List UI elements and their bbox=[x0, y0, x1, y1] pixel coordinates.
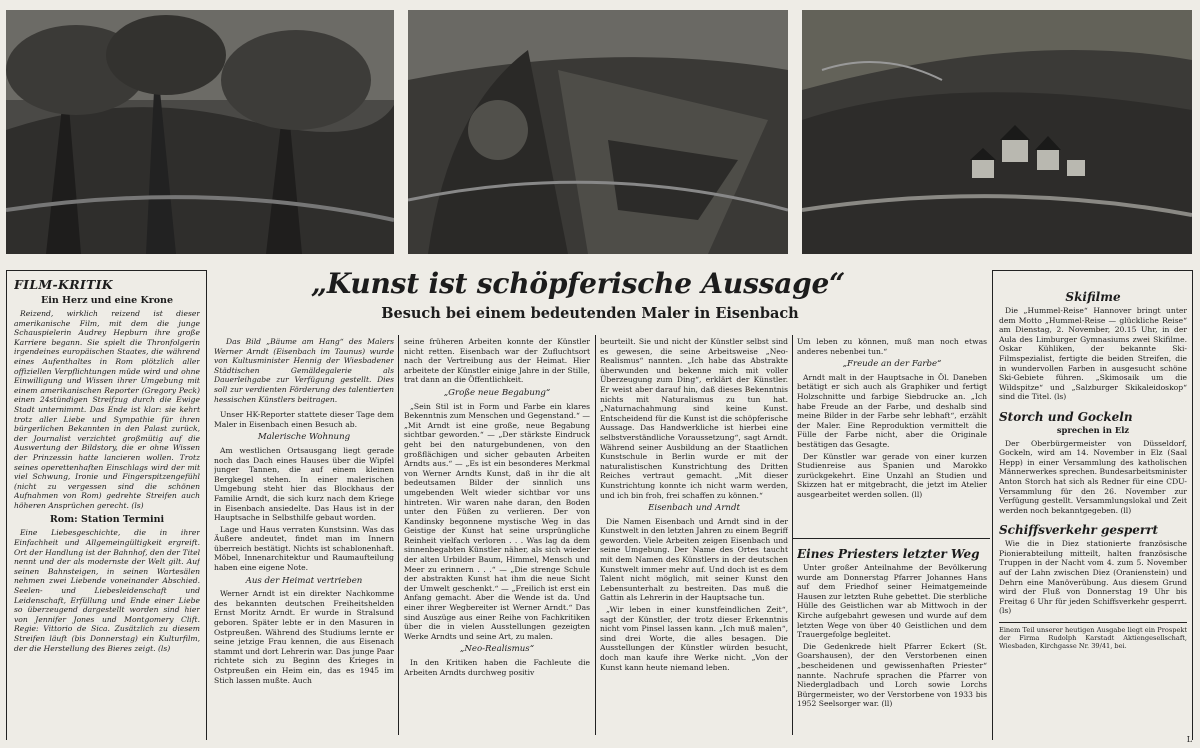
paragraph: Die Gedenkrede hielt Pfarrer Eckert (St. Goarshausen), der den Verstorbenen einen „bescheidenen und gewissenhaften Priester“ nannte. Nachrufe sprachen die Pfarrer von Niedergladbach und Lorch sowie Lorchs Bürgermeister, wo der Verstorbene von 1933 bis 1952 Seelsorger war. (ll) bbox=[797, 641, 987, 709]
painting-trees-on-slope bbox=[6, 10, 394, 254]
storch-gockeln-subheading: sprechen in Elz bbox=[1056, 424, 1130, 435]
paragraph: „Sein Stil ist in Form und Farbe ein klares Bekenntnis zum Menschen und Gegenstand.“ — „Mit Arndt ist eine große, neue Begabung sichtbar geworden.“ — „Der stärkste Eindruck geht bei den naturgebundenen, von den großflächigen und sicher gebauten Arbeiten Arndts aus.“ — „Es ist ein besonderes Merkmal von Werner Arndts Kunst, daß in ihr die alt bedeutsamen Bilder der sinnlich uns umgebenden Welt wieder sichtbar vor uns hintreten. Wir waren nahe daran, den Boden unter den Füßen zu verlieren. Der von Kandinsky begonnene mystische Weg in das Geistige der Kunst hat seine ursprüngliche Reinheit vielfach verloren . . . Was lag da dem sinnenbegabten Künstler näher, als sich wieder der alten Urbilder Baum, Himmel, Mensch und Meer zu erinnern . . .“ — „Die strenge Schule der abstrakten Kunst hat ihm die neue Sicht der Umwelt geschenkt.“ — „Freilich ist erst ein Anfang gemacht. Aber die Wende ist da. Und einer ihrer Wegbereiter ist Werner Arndt.“ Das sind Auszüge aus einer Reihe von Fachkritiken über die in vielen Ausstellungen gezeigten Werke Arndts und seine Art, zu malen. bbox=[404, 401, 590, 641]
section-subheading: „Freude an der Farbe“ bbox=[842, 359, 942, 370]
column-divider bbox=[398, 335, 399, 735]
priest-article bbox=[797, 543, 987, 740]
paragraph: Unter großer Anteilnahme der Bevölkerung wurde am Donnerstag Pfarrer Johannes Hans auf dem Friedhof seiner Heimatgemeinde Hausen zur letzten Ruhe gebettet. Die sterbliche Hülle des Geistlichen war ab Mittwoch in der Kirche aufgebahrt gewesen und wurde auf dem letzten Wege von über 40 Geistlichen und dem Trauergefolge begleitet. bbox=[797, 563, 987, 640]
paragraph: beurteilt. Sie und nicht der Künstler selbst sind es gewesen, die seine Arbeitsweise „Neo-Realismus“ nannten. „Ich habe das Abstrakte überwunden und bekenne mich mit voller Überzeugung zum Ding“, erklärt der Künstler. Er weist aber darauf hin, daß dieses Bekenntnis nichts mit Naturalismus zu tun hat. „Naturnachahmung sind keine Kunst. Entscheidend für die Kunst ist die schöpferische Aussage. Das Handwerkliche ist hierbei eine selbstverständliche Voraussetzung“, sagt Arndt. Während seiner Ausbildung an der Staatlichen Kunstschule in Berlin wurde er mit der naturalistischen Kunstrichtung des Dritten Reiches vertraut gemacht. „Mit dieser Kunstrichtung konnte ich nicht warm werden, und ich bin froh, frei schaffen zu können.“ bbox=[600, 337, 788, 500]
right-box-right-border bbox=[1192, 270, 1193, 740]
paragraph: Der Künstler war gerade von einer kurzen Studienreise aus Spanien und Marokko zurückgekehrt. Eine Unzahl an Studien und Skizzen hat er mitgebracht, die jetzt im Atelier ausgearbeitet werden sollen. (ll) bbox=[797, 451, 987, 499]
paragraph: In den Kritiken haben die Fachleute die Arbeiten Arndts durchweg positiv bbox=[404, 658, 590, 677]
film-review-title: Rom: Station Termini bbox=[49, 514, 165, 526]
section-subheading: Eisenbach und Arndt bbox=[648, 503, 740, 514]
article-subheadline: Besuch bei einem bedeutenden Maler in Eisenbach bbox=[381, 305, 799, 322]
film-review-text: Eine Liebesgeschichte, die in ihrer Einfachheit und Allgemeingültigkeit ergreift. Ort der Handlung ist der Bahnhof, den der Titel nennt und der als modernste der Welt gilt. Auf seinen Bahnsteigen, in seinen Wartesälen nehmen zwei Liebende voneinander Abschied. Seelen- und Liebesleidenschaft und Leidenschaft, Erfüllung und Ende einer Liebe so überzeugend dargestellt worden sind hier von Jennifer Jones und Montgomery Clift. Regie: Vittorio de Sica. Zusätzlich zu diesem Streifen läuft (bis Donnerstag) ein Kulturfilm, der die Herstellung des Bieres zeigt. (ls) bbox=[14, 528, 200, 653]
left-box-right-border bbox=[206, 270, 207, 740]
painting-coastal-scene bbox=[408, 10, 788, 254]
insert-notice-box bbox=[999, 622, 1187, 650]
local-news-column bbox=[999, 286, 1187, 740]
paragraph: Unser HK-Reporter stattete dieser Tage dem Maler in Eisenbach einen Besuch ab. bbox=[214, 410, 394, 429]
article-column bbox=[404, 337, 590, 740]
page-corner-mark: L bbox=[1186, 735, 1192, 744]
section-subheading: „Große neue Begabung“ bbox=[443, 387, 551, 398]
paragraph: „Wir leben in einer kunstfeindlichen Zeit“, sagt der Künstler, der trotz dieser Erkenntnis nicht vom Pinsel lassen kann. „Ich muß malen“, sind drei Worte, die alles besagen. Die Ausstellungen der Künstler würden besucht, doch man kaufe ihre Werke nicht. „Von der Kunst kann heute niemand leben. bbox=[600, 605, 788, 672]
right-box-top-border bbox=[992, 270, 1192, 271]
article-column bbox=[797, 337, 987, 535]
article-column bbox=[214, 337, 394, 740]
film-review-text: Reizend, wirklich reizend ist dieser amerikanische Film, mit dem die junge Schauspielerin Audrey Hepburn ihre große Karriere begann. Sie spielt die Thronfolgerin irgendeines europäischen Staates, die während eines Aufenthaltes in Rom plötzlich aller offiziellen Verpflichtungen müde wird und ohne Einwilligung und Wissen ihrer Umgebung mit einem amerikanischen Reporter (Gregory Peck) einen 24stündigen Streifzug durch die Ewige Stadt unternimmt. Das Ende ist klar: sie kehrt trotz aller Liebe und Sympathie für ihren bürgerlichen Bekannten in den Palast zurück, der Journalist verzichtet großmütig auf die Auswertung der Bildstory, die er ohne Wissen der Prinzessin hatte lancieren wollen. Trotz seines operettenhaften Einschlags wird der mit viel Schwung, Ironie und Fingerspitzengefühl (nicht zu vergessen sind die schönen Aufnahmen von Rom) gedrehte Streifen auch höheren Ansprüchen gerecht. (ls) bbox=[14, 309, 200, 510]
paragraph: seine früheren Arbeiten konnte der Künstler nicht retten. Eisenbach war der Zufluchtsort nach der Vertreibung aus der Heimat. Hier arbeitete der Künstler einige Jahre in der Stille, trat dann an die Öffentlichkeit. bbox=[404, 337, 590, 385]
paragraph: Die „Hummel-Reise“ Hannover bringt unter dem Motto „Hummel-Reise — glückliche Reise“ am Dienstag, 2. November, 20.15 Uhr, in der Aula des Limburger Gymnasiums zwei Skifilme. Oskar Kühliken, der bekannte Ski-Filmspezialist, fertigte die beiden Streifen, die in wundervollen Farben in ausgesucht schöne Ski-Gebiete führen. „Skimosaik um die Wildspitze“ und „Salzburger Skikaleidoskop“ sind die Titel. (ls) bbox=[999, 306, 1187, 402]
priest-section-divider bbox=[792, 538, 990, 539]
film-critique-heading: FILM-KRITIK bbox=[14, 278, 113, 292]
storch-gockeln-heading: Storch und Gockeln bbox=[999, 409, 1133, 424]
section-subheading: „Neo-Realismus“ bbox=[459, 644, 535, 655]
film-review-title: Ein Herz und eine Krone bbox=[40, 295, 174, 306]
ski-films-heading: Skifilme bbox=[1065, 290, 1121, 304]
film-critique-column bbox=[14, 278, 200, 740]
article-column bbox=[600, 337, 788, 740]
paragraph: Der Oberbürgermeister von Düsseldorf, Gockeln, wird am 14. November in Elz (Saal Hepp) in einer Versammlung des katholischen Männerwerkes sprechen. Bundesarbeitsminister Anton Storch hat sich als Redner für eine CDU-Versammlung für den 26. November zur Verfügung gestellt. Versammlungslokal und Zeit werden noch bekanntgegeben. (ll) bbox=[999, 438, 1187, 515]
right-box-left-border bbox=[992, 270, 993, 740]
left-box-border bbox=[6, 270, 7, 740]
insert-notice: Einem Teil unserer heutigen Ausgabe liegt ein Prospekt der Firma Rudolph Karstadt Aktiengesellschaft, Wiesbaden, Kirchgasse Nr. 39/41, bei. bbox=[999, 626, 1187, 651]
paragraph: Lage und Haus verraten Kunstsinn. Was das Äußere andeutet, findet man im Innern überreich bestätigt. Nichts ist schablonenhaft. Möbel, Innenarchitektur und Raumaufteilung haben eine eigene Note. bbox=[214, 524, 394, 573]
column-divider bbox=[792, 335, 793, 735]
column-divider bbox=[595, 335, 596, 735]
paragraph: Werner Arndt ist ein direkter Nachkomme des bekannten deutschen Freiheitshelden Ernst Moritz Arndt. Er wurde in Stralsund geboren. Später lebte er in den Masuren in Ostpreußen. Während des Studiums lernte er seine jetzige Frau kennen, die aus Eisenach stammt und dort Lehrerin war. Das junge Paar richtete sich zu Beginn des Krieges in Ostpreußen ein Heim ein, das es 1945 im Stich lassen mußte. Auch bbox=[214, 589, 394, 685]
priest-article-heading: Eines Priesters letzter Weg bbox=[797, 547, 980, 561]
painting-village-landscape bbox=[802, 10, 1192, 254]
paragraph: Die Namen Eisenbach und Arndt sind in der Kunstwelt in den letzten Jahren zu einem Begriff geworden. Viele Arbeiten zeigen Eisenbach und seine Umgebung. Der Name des Ortes taucht mit dem Namen des Künstlers in der deutschen Kunstwelt immer mehr auf. Und doch ist es dem Talent nicht möglich, mit seiner Kunst den Lebensunterhalt zu bestreiten. Das muß die Gattin als Lehrerin in der Hauptsache tun. bbox=[600, 516, 788, 603]
shipping-closed-heading: Schiffsverkehr gesperrt bbox=[999, 523, 1159, 538]
paragraph: Um leben zu können, muß man noch etwas anderes nebenbei tun.“ bbox=[797, 337, 987, 356]
paragraph: Arndt malt in der Hauptsache in Öl. Daneben betätigt er sich auch als Graphiker und fertigt Holzschnitte und farbige Siebdrucke an. „Ich habe Freude an der Farbe, und deshalb sind meine Bilder in der Farbe sehr lebhaft“, erzählt der Maler. Eine Reproduktion vermittelt die Fülle der Farbe nicht, aber die Originale bestätigen das Gesagte. bbox=[797, 372, 987, 449]
left-box-top-border bbox=[6, 270, 206, 271]
image-caption: Das Bild „Bäume am Hang“ des Malers Werner Arndt (Eisenbach im Taunus) wurde von Kultusminister Hennig der Wiesbadener Städtischen Gemäldegalerie als Dauerleihgabe zur Verfügung gestellt. Dies soll zur verdienten Förderung des talentierten hessischen Künstlers beitragen. bbox=[214, 337, 394, 404]
section-subheading: Aus der Heimat vertrieben bbox=[245, 575, 363, 586]
article-headline: „Kunst ist schöpferische Aussage“ bbox=[310, 267, 846, 300]
paragraph: Am westlichen Ortsausgang liegt gerade noch das Dach eines Hauses über die Wipfel junger Tannen, die auf einem kleinen Bergkegel stehen. In einer malerischen Umgebung steht hier das Blockhaus der Familie Arndt, die sich kurz nach dem Kriege in Eisenbach ansiedelte. Das Haus ist in der Hauptsache in Selbsthilfe gebaut worden. bbox=[214, 445, 394, 523]
section-subheading: Malerische Wohnung bbox=[257, 432, 351, 443]
paragraph: Wie die in Diez stationierte französische Pionierabteilung mitteilt, halten französische Truppen in der Nacht vom 4. zum 5. November auf der Lahn zwischen Diez (Oranienstein) und Dehrn eine Manöverübung. Aus diesem Grund wird der Fluß von Donnerstag 19 Uhr bis Freitag 6 Uhr für jeden Schiffsverkehr gesperrt. (ls) bbox=[999, 539, 1187, 616]
